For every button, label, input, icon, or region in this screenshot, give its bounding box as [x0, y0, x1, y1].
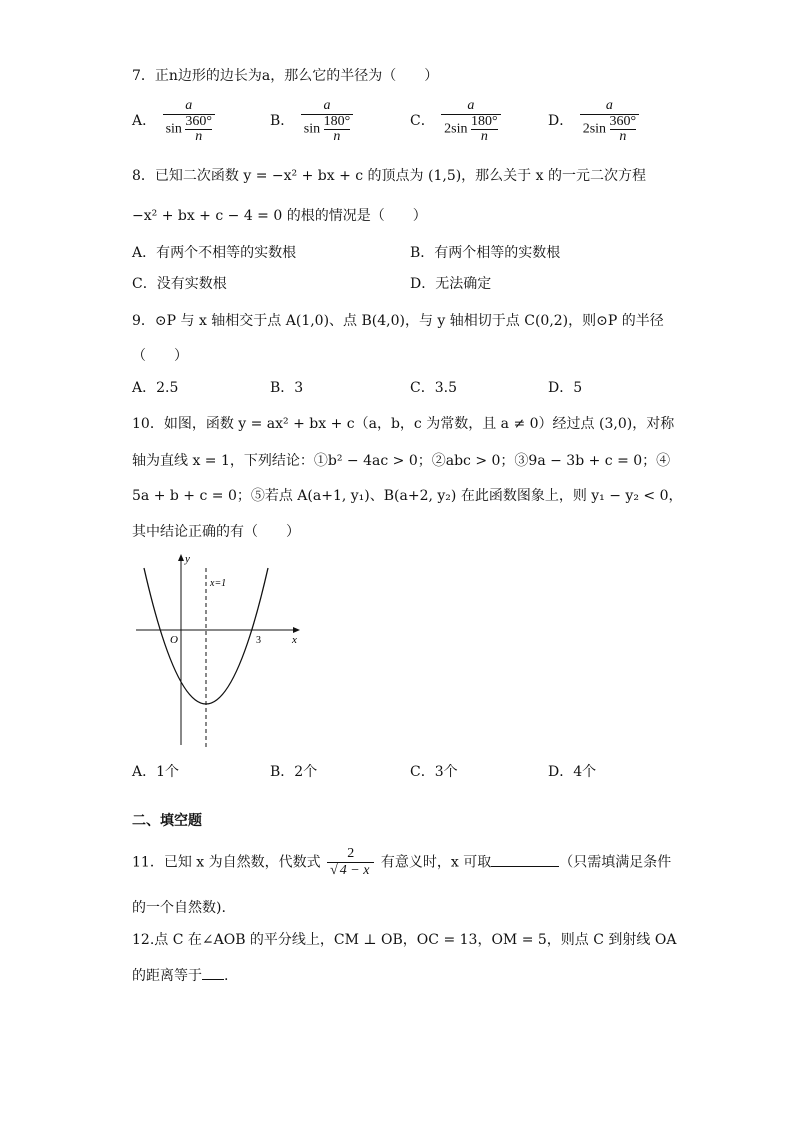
- q10-stem-line1: 10．如图，函数 y = ax² + bx + c（a，b，c 为常数，且 a ≠ 0）经过点 (3,0)，对称: [132, 416, 675, 432]
- q11-fraction: $\frac{2}{√ 4 - x}$: [327, 846, 374, 879]
- option-label: A．: [132, 113, 157, 129]
- q10-option-b[interactable]: B．2个: [270, 764, 318, 780]
- q10-stem-line2: 轴为直线 x = 1，下列结论：①b² − 4ac > 0；②abc > 0；③9a − 3b + c = 0；④: [132, 453, 671, 469]
- q10-option-d[interactable]: D．4个: [548, 764, 597, 780]
- q9-option-b[interactable]: B．3: [270, 380, 304, 396]
- fraction: a sin $\frac{360^\circ}{n}$: [163, 98, 215, 144]
- q8-stem-line1: 8．已知二次函数 y = −x² + bx + c 的顶点为 (1,5)，那么关于 x 的一元二次方程: [132, 168, 646, 184]
- y-axis-arrow: [178, 554, 184, 561]
- q12-stem-line2: 的距离等于 .: [132, 968, 229, 984]
- q7-option-b[interactable]: [270, 98, 355, 144]
- q10-stem-line4: 其中结论正确的有（ ）: [132, 524, 300, 540]
- q10-stem-line3: 5a + b + c = 0；⑤若点 A(a+1, y₁)、B(a+2, y₂) 在此函数图象上，则 y₁ − y₂ < 0，: [132, 488, 683, 504]
- fraction: a 2sin $\frac{180^\circ}{n}$: [441, 98, 500, 144]
- y-axis-label: y: [185, 553, 190, 565]
- q8-option-a[interactable]: A．有两个不相等的实数根: [132, 245, 297, 261]
- q11-stem-line2: 的一个自然数).: [132, 900, 226, 916]
- fraction: a sin $\frac{180^\circ}{n}$: [301, 98, 353, 144]
- q7-option-c[interactable]: [410, 98, 503, 144]
- origin-label: O: [170, 634, 178, 646]
- option-label: B．: [270, 113, 295, 129]
- q8-option-d[interactable]: D．无法确定: [410, 276, 492, 292]
- q9-stem-line2: （ ）: [132, 348, 188, 364]
- x-axis-label: x: [292, 634, 297, 646]
- root-label: 3: [256, 635, 261, 646]
- q11-answer-blank[interactable]: [491, 866, 559, 867]
- q11-stem: 11．已知 x 为自然数，代数式 $\frac{2}{√ 4 - x}$ 有意义时，x 可取 （只需填满足条件: [132, 846, 672, 878]
- q7-option-d[interactable]: [548, 98, 641, 144]
- q9-stem-line1: 9．⊙P 与 x 轴相交于点 A(1,0)、点 B(4,0)，与 y 轴相切于点 C(0,2)，则⊙P 的半径: [132, 313, 664, 329]
- q9-option-c[interactable]: C．3.5: [410, 380, 457, 396]
- q10-option-c[interactable]: C．3个: [410, 764, 458, 780]
- option-label: C．: [410, 113, 435, 129]
- symmetry-label: x=1: [210, 578, 227, 589]
- q8-option-c[interactable]: C．没有实数根: [132, 276, 227, 292]
- q9-option-d[interactable]: D．5: [548, 380, 583, 396]
- q8-option-b[interactable]: B．有两个相等的实数根: [410, 245, 561, 261]
- q10-option-a[interactable]: A．1个: [132, 764, 180, 780]
- q7-option-a[interactable]: [132, 98, 217, 144]
- q10-parabola-graph: [130, 550, 310, 755]
- x-axis-arrow: [293, 627, 300, 633]
- fraction: a 2sin $\frac{360^\circ}{n}$: [580, 98, 639, 144]
- section-title: 二、填空题: [132, 813, 202, 829]
- q8-stem-line2: −x² + bx + c − 4 = 0 的根的情况是（ ）: [132, 208, 427, 224]
- q12-stem-line1: 12.点 C 在∠AOB 的平分线上，CM ⊥ OB，OC = 13，OM = 5，则点 C 到射线 OA: [132, 932, 677, 948]
- option-label: D．: [548, 113, 574, 129]
- q12-answer-blank[interactable]: [202, 979, 224, 980]
- q7-stem: 7．正n边形的边长为a，那么它的半径为（ ）: [132, 68, 439, 84]
- q9-option-a[interactable]: A．2.5: [132, 380, 179, 396]
